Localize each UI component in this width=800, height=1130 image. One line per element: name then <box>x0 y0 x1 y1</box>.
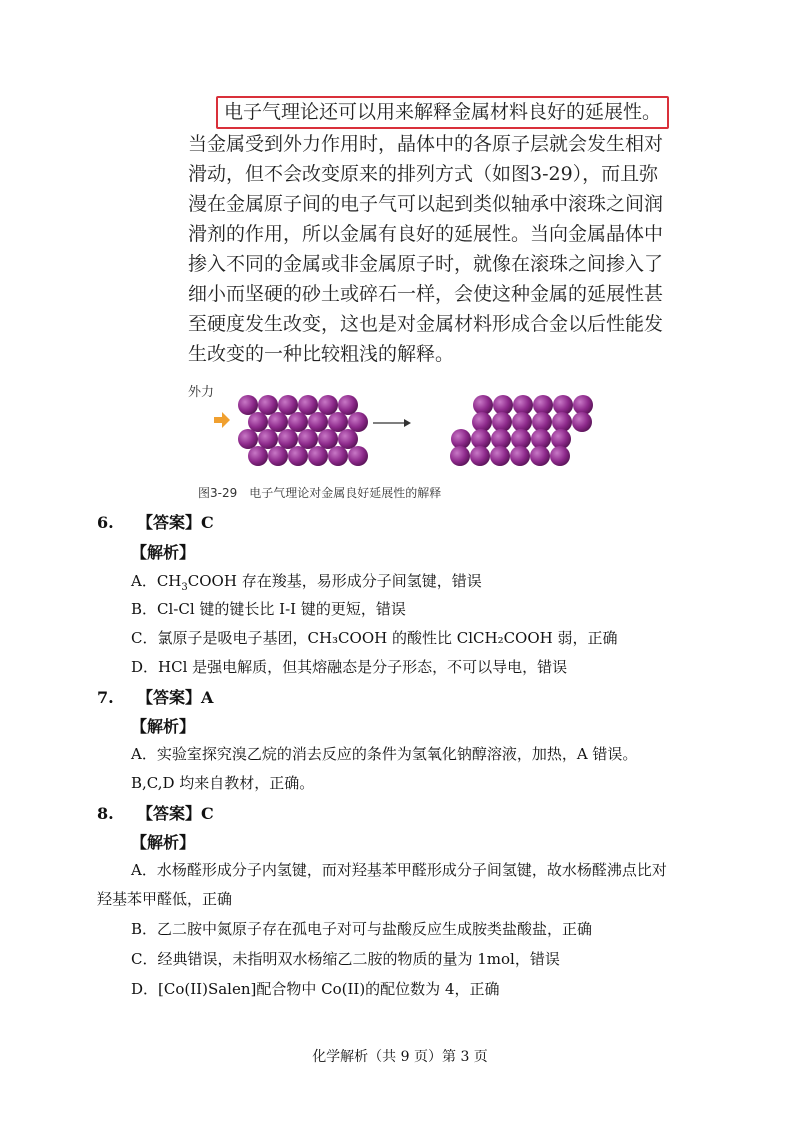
atom <box>473 395 493 415</box>
atom <box>328 446 348 466</box>
excerpt-line: 漫在金属原子间的电子气可以起到类似轴承中滚珠之间润 <box>188 193 664 215</box>
lattice-after <box>450 395 593 466</box>
excerpt-line: 滑剂的作用，所以金属有良好的延展性。当向金属晶体中 <box>188 223 664 245</box>
atom <box>553 395 573 415</box>
option-a: A．水杨醛形成分子内氢键，而对羟基苯甲醛形成分子间氢键，故水杨醛沸点比对 <box>131 861 667 879</box>
atom <box>238 429 258 449</box>
atom <box>530 446 550 466</box>
atom <box>298 429 318 449</box>
analysis-heading: 【解析】 <box>131 543 196 562</box>
atom <box>258 395 278 415</box>
analysis-heading: 【解析】 <box>131 717 196 736</box>
atom-layers-diagram <box>188 381 658 481</box>
excerpt-line: 掺入不同的金属或非金属原子时，就像在滚珠之间掺入了 <box>188 253 664 275</box>
option-b: B．乙二胺中氮原子存在孤电子对可与盐酸反应生成胺类盐酸盐，正确 <box>131 920 593 938</box>
atom <box>238 395 258 415</box>
atom <box>552 412 572 432</box>
atom <box>451 429 471 449</box>
figure-3-29 <box>188 381 658 496</box>
atom <box>573 395 593 415</box>
page-footer: 化学解析（共 9 页）第 3 页 <box>312 1049 488 1065</box>
atom <box>278 429 298 449</box>
atom <box>550 446 570 466</box>
force-arrow-icon <box>214 412 230 428</box>
atom <box>348 446 368 466</box>
atom <box>510 446 530 466</box>
atom <box>288 412 308 432</box>
atom <box>572 412 592 432</box>
answer-label: 【答案】C <box>137 513 214 532</box>
atom <box>493 395 513 415</box>
question-6-answer <box>97 510 214 533</box>
question-7-answer <box>97 685 213 708</box>
atom <box>288 446 308 466</box>
highlighted-sentence: 电子气理论还可以用来解释金属材料良好的延展性。 <box>216 96 669 129</box>
atom <box>298 395 318 415</box>
answer-label: 【答案】C <box>137 804 214 823</box>
atom <box>258 429 278 449</box>
question-number: 7. <box>97 688 114 707</box>
atom <box>470 446 490 466</box>
atom <box>328 412 348 432</box>
option-d: D．HCl 是强电解质，但其熔融态是分子形态，不可以导电，错误 <box>131 658 568 676</box>
atom <box>472 412 492 432</box>
atom <box>491 429 511 449</box>
figure-caption: 图3-29 电子气理论对金属良好延展性的解释 <box>198 486 442 500</box>
atom <box>492 412 512 432</box>
atom <box>450 446 470 466</box>
atom <box>268 412 288 432</box>
atom <box>551 429 571 449</box>
question-8-answer <box>97 801 214 824</box>
atom <box>308 412 328 432</box>
atom <box>338 429 358 449</box>
excerpt-line: 当金属受到外力作用时，晶体中的各原子层就会发生相对 <box>188 133 664 155</box>
atom <box>308 446 328 466</box>
answer-label: 【答案】A <box>137 688 214 707</box>
atom <box>248 412 268 432</box>
atom <box>278 395 298 415</box>
option-a: A．$CH_3COOH$ 存在羧基，易形成分子间氢键，错误 <box>131 572 482 593</box>
atom <box>531 429 551 449</box>
option-a-continued: 羟基苯甲醛低，正确 <box>97 890 233 908</box>
excerpt-line: 滑动，但不会改变原来的排列方式（如图3-29），而且弥 <box>188 163 659 185</box>
excerpt-line: 细小而坚硬的砂土或碎石一样，会使这种金属的延展性甚 <box>188 283 664 305</box>
atom <box>511 429 531 449</box>
excerpt-line: 至硬度发生改变，这也是对金属材料形成合金以后性能发 <box>188 313 664 335</box>
atom <box>268 446 288 466</box>
atom <box>471 429 491 449</box>
figure-label: 外力 <box>188 385 215 400</box>
excerpt-line: 生改变的一种比较粗浅的解释。 <box>188 343 455 365</box>
atom <box>490 446 510 466</box>
option-b: B．Cl-Cl 键的键长比 I-I 键的更短，错误 <box>131 600 406 618</box>
question-number: 6. <box>97 513 114 532</box>
atom <box>318 429 338 449</box>
atom <box>348 412 368 432</box>
atom <box>532 412 552 432</box>
atom <box>248 446 268 466</box>
atom <box>318 395 338 415</box>
atom <box>533 395 553 415</box>
atom <box>512 412 532 432</box>
option-d: D．[Co(II)Salen]配合物中 Co(II)的配位数为 4，正确 <box>131 980 500 998</box>
lattice-before <box>238 395 368 466</box>
atom <box>338 395 358 415</box>
option-c: C．经典错误，未指明双水杨缩乙二胺的物质的量为 1mol，错误 <box>131 950 560 968</box>
atom <box>513 395 533 415</box>
analysis-heading: 【解析】 <box>131 833 196 852</box>
option-a: A．实验室探究溴乙烷的消去反应的条件为氢氧化钠醇溶液，加热，A 错误。 <box>131 745 638 763</box>
question-number: 8. <box>97 804 114 823</box>
option-c: C．氯原子是吸电子基团，CH₃COOH 的酸性比 ClCH₂COOH 弱，正确 <box>131 629 618 647</box>
arrow-right-icon <box>404 419 411 427</box>
option-bcd: B,C,D 均来自教材，正确。 <box>131 774 315 792</box>
